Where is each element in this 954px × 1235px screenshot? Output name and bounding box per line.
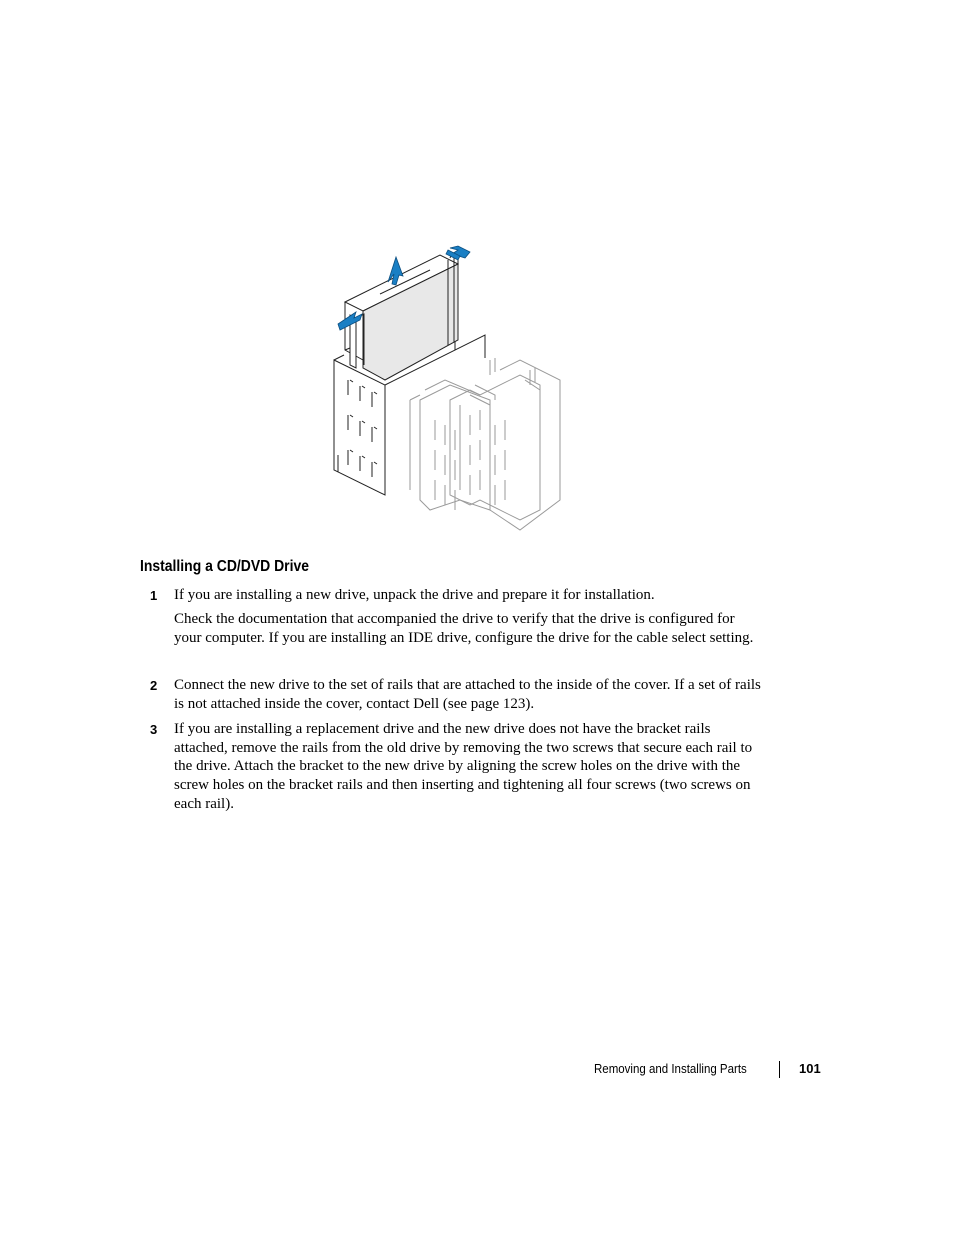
step-number: 3 xyxy=(150,722,158,737)
page-number: 101 xyxy=(799,1061,821,1076)
step-number: 2 xyxy=(150,678,158,693)
drive-bay-drawing xyxy=(320,240,580,550)
drive-removal-illustration xyxy=(320,240,580,550)
step-text: Connect the new drive to the set of rails that are attached to the inside of the cover. If a set of rails is not attached inside the cover, contact Dell (see page 123). xyxy=(174,677,761,712)
step-number: 1 xyxy=(150,588,158,603)
step-text: If you are installing a replacement drive and the new drive does not have the bracket rails attached, remove the rails from the old drive by removing the two screws that secure each rail to the drive. Attach the bracket to the new drive by aligning the screw holes on the drive with the screw holes on the bracket rails and then inserting and tightening all four screws (two screws on each rail). xyxy=(174,721,753,812)
footer-section-title: Removing and Installing Parts xyxy=(594,1062,747,1076)
step-text: If you are installing a new drive, unpack the drive and prepare it for installation. xyxy=(174,587,655,603)
footer-divider xyxy=(779,1061,780,1078)
step-1-note: Check the documentation that accompanied the drive to verify that the drive is configured for your computer. If you are installing an IDE drive, configure the drive for the cable select setting. xyxy=(174,611,754,646)
section-heading: Installing a CD/DVD Drive xyxy=(140,558,309,575)
